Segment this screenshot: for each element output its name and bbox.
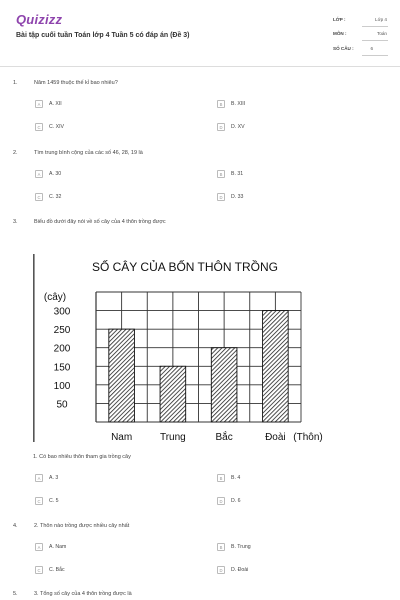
meta-underline (362, 26, 388, 27)
chart-title: SỐ CÂY CỦA BỐN THÔN TRỒNG (91, 260, 279, 274)
option-letter-box: A (35, 543, 43, 551)
chart-x-tick-label: Đoài (265, 432, 286, 443)
option-text: D. Đoài (231, 567, 249, 573)
meta-value: 6 (370, 46, 373, 51)
chart-bar (263, 311, 289, 422)
option-letter-box: A (35, 170, 43, 178)
option-text: C. 32 (49, 194, 62, 200)
question-text: Tìm trung bình cộng của các số 46, 28, 19 là (34, 150, 143, 156)
option-text: B. 31 (231, 171, 244, 177)
chart-y-tick-label: 250 (53, 325, 71, 337)
chart-y-axis-label: (cây) (43, 292, 67, 303)
question-number: 1. (13, 80, 18, 86)
bar-chart-svg (33, 252, 355, 444)
meta-value: Toán (377, 31, 387, 36)
question-text: 2. Thôn nào trồng được nhiều cây nhất (34, 523, 130, 529)
option-letter-box: D (217, 497, 225, 505)
chart-bar (109, 329, 135, 422)
meta-value: Lớp 4 (375, 17, 387, 22)
question-text: Năm 1459 thuộc thế kỉ bao nhiêu? (34, 80, 118, 86)
option-text: A. 30 (49, 171, 62, 177)
option-text: D. 6 (231, 498, 241, 504)
question-number: 5. (13, 591, 18, 597)
meta-key: SỐ CÂU : (333, 46, 354, 51)
chart-y-tick-label: 200 (53, 343, 71, 355)
chart-bar (211, 348, 237, 422)
chart-y-tick-label: 300 (53, 306, 71, 318)
chart-y-tick-label: 50 (56, 399, 68, 411)
chart-x-tick-label: Nam (111, 432, 133, 443)
chart-x-tick-label: Bắc (215, 432, 233, 443)
meta-key: LỚP : (333, 17, 346, 22)
option-letter-box: D (217, 123, 225, 131)
option-letter-box: A (35, 100, 43, 108)
option-letter-box: A (35, 474, 43, 482)
question-text: Biểu đồ dưới đây nói về số cây của 4 thôn trồng được (34, 219, 166, 225)
meta-underline (362, 55, 388, 56)
option-letter-box: B (217, 543, 225, 551)
quizizz-logo: Quizizz (16, 12, 63, 27)
option-letter-box: C (35, 566, 43, 574)
question-text: 3. Tổng số cây của 4 thôn trồng được là (34, 591, 132, 597)
option-letter-box: B (217, 100, 225, 108)
bar-chart (33, 252, 355, 444)
option-text: D. XV (231, 124, 245, 130)
chart-y-ticks (54, 307, 71, 411)
question-number: 2. (13, 150, 18, 156)
option-text: B. XIII (231, 101, 246, 107)
option-letter-box: D (217, 566, 225, 574)
option-letter-box: D (217, 193, 225, 201)
option-text: B. Trung (231, 544, 251, 550)
header-divider (0, 66, 400, 67)
question-number: 4. (13, 523, 18, 529)
option-letter-box: C (35, 123, 43, 131)
option-text: C. 5 (49, 498, 59, 504)
question-number: 3. (13, 219, 18, 225)
meta-underline (362, 40, 388, 41)
option-letter-box: C (35, 497, 43, 505)
chart-y-tick-label: 150 (53, 362, 71, 374)
option-letter-box: B (217, 170, 225, 178)
option-text: A. 3 (49, 475, 59, 481)
worksheet-title: Bài tập cuối tuần Toán lớp 4 Tuần 5 có đáp án (Đề 3) (16, 32, 190, 39)
option-text: C. Bắc (49, 567, 65, 573)
option-text: A. XII (49, 101, 62, 107)
option-text: A. Nam (49, 544, 67, 550)
chart-x-axis-label: (Thôn) (293, 432, 323, 443)
option-text: B. 4 (231, 475, 241, 481)
chart-bar (160, 366, 186, 422)
option-text: C. XIV (49, 124, 64, 130)
sub-question-text: 1. Có bao nhiêu thôn tham gia trồng cây (33, 454, 131, 460)
chart-x-ticks (111, 430, 286, 443)
chart-x-tick-label: Trung (159, 432, 186, 443)
option-letter-box: B (217, 474, 225, 482)
meta-key: MÔN : (333, 31, 347, 36)
worksheet-header (0, 0, 400, 62)
option-text: D. 33 (231, 194, 244, 200)
option-letter-box: C (35, 193, 43, 201)
chart-y-tick-label: 100 (53, 380, 71, 392)
